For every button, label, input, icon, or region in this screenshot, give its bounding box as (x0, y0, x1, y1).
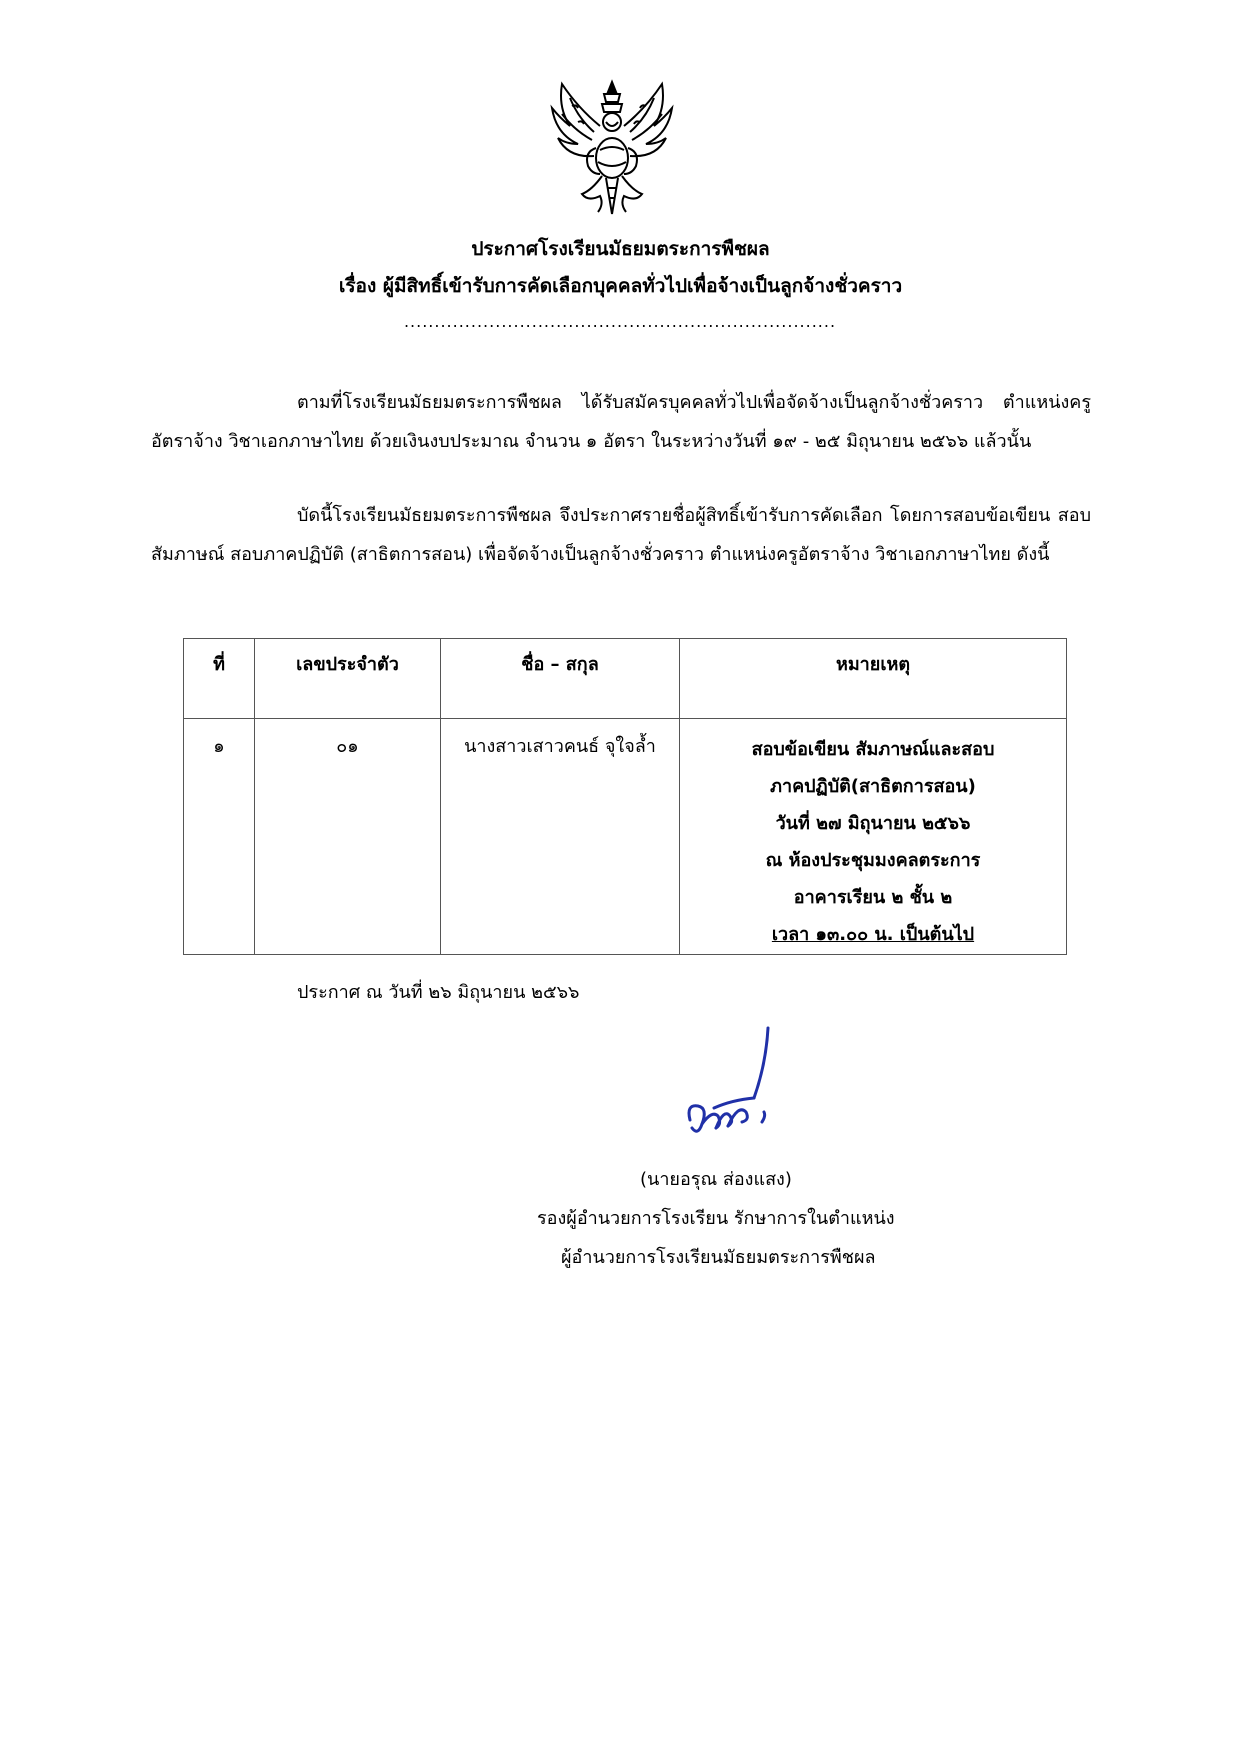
cell-id: ๐๑ (255, 719, 441, 955)
header-id: เลขประจำตัว (255, 639, 441, 719)
header-remark: หมายเหตุ (680, 639, 1067, 719)
signature-icon (668, 1024, 798, 1154)
remark-building: อาคารเรียน ๒ ชั้น ๒ (793, 887, 953, 908)
header-name: ชื่อ – สกุล (441, 639, 680, 719)
remark-date: วันที่ ๒๗ มิถุนายน ๒๕๖๖ (775, 813, 971, 834)
header-no: ที่ (184, 639, 255, 719)
remark-room: ณ ห้องประชุมมงคลตระการ (765, 850, 981, 871)
table-row (184, 719, 1067, 955)
announcement-title: ประกาศโรงเรียนมัธยมตระการพืชผล (471, 238, 770, 260)
paragraph-announcement: บัดนี้โรงเรียนมัธยมตระการพืชผล จึงประกาศรายชื่อผู้สิทธิ์เข้ารับการคัดเลือก โดยการสอบข้อเขียน สอบสัมภาษณ์ สอบภาคปฏิบัติ (สาธิตการสอน) เพื่อจัดจ้างเป็นลูกจ้างชั่วคราว ตำแหน่งครูอัตราจ้าง วิชาเอกภาษาไทย ดังนี้ (151, 505, 1091, 565)
candidate-table (183, 638, 1067, 955)
signer-position-director: ผู้อำนวยการโรงเรียนมัธยมตระการพืชผล (561, 1247, 876, 1268)
dotted-separator: ....................................................................... (403, 312, 837, 331)
garuda-emblem-icon (548, 78, 676, 218)
table-header-row (184, 639, 1067, 719)
remark-exam-type: สอบข้อเขียน สัมภาษณ์และสอบ (751, 739, 995, 760)
remark-practical: ภาคปฏิบัติ(สาธิตการสอน) (770, 776, 976, 797)
signer-name: (นายอรุณ ส่องแสง) (640, 1169, 792, 1190)
paragraph-intro: ตามที่โรงเรียนมัธยมตระการพืชผล ได้รับสมัครบุคคลทั่วไปเพื่อจัดจ้างเป็นลูกจ้างชั่วคราว ตำแหน่งครูอัตราจ้าง วิชาเอกภาษาไทย ด้วยเงินงบประมาณ จำนวน ๑ อัตรา ในระหว่างวันที่ ๑๙ - ๒๕ มิถุนายน ๒๕๖๖ แล้วนั้น (151, 392, 1091, 452)
remark-time: เวลา ๑๓.๐๐ น. เป็นต้นไป (771, 924, 975, 945)
cell-name: นางสาวเสาวคนธ์ จุใจล้ำ (441, 719, 680, 955)
cell-no: ๑ (184, 719, 255, 955)
announcement-subject: เรื่อง ผู้มีสิทธิ์เข้ารับการคัดเลือกบุคคลทั่วไปเพื่อจ้างเป็นลูกจ้างชั่วคราว (338, 275, 903, 297)
signer-position-acting: รองผู้อำนวยการโรงเรียน รักษาการในตำแหน่ง (537, 1208, 895, 1229)
cell-remark (680, 719, 1067, 955)
announcement-date: ประกาศ ณ วันที่ ๒๖ มิถุนายน ๒๕๖๖ (297, 982, 580, 1003)
